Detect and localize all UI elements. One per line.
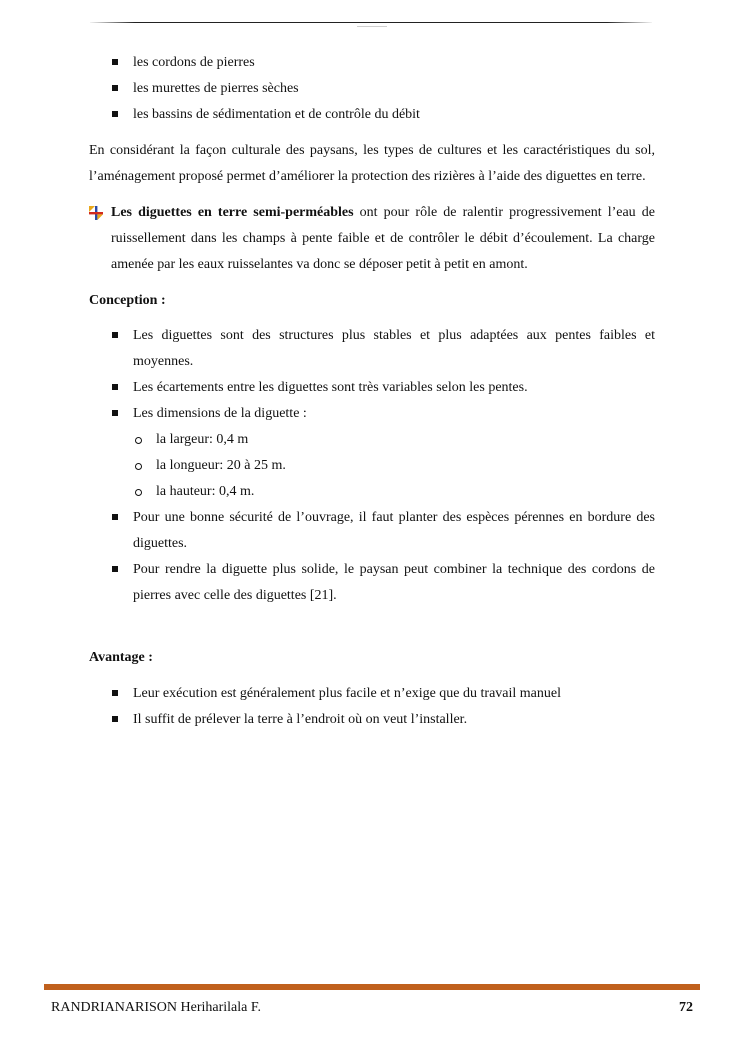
list-item: les cordons de pierres xyxy=(133,50,655,76)
header-mark xyxy=(357,26,387,27)
conception-heading: Conception : xyxy=(89,293,166,308)
list-item xyxy=(133,401,655,505)
diguettes-text: ont pour rôle de ralentir progressivement l’eau de ruissellement dans les champs à pente faible et de contrôler le débit d’écoulement. La charge amenée par les eaux ruisselantes va donc se déposer petit à petit en amont. xyxy=(111,205,655,272)
dimensions-list xyxy=(133,427,655,505)
list-item: la hauteur: 0,4 m. xyxy=(156,479,655,505)
list-item: les bassins de sédimentation et de contrôle du débit xyxy=(133,102,655,128)
list-item: les murettes de pierres sèches xyxy=(133,76,655,102)
diguettes-description xyxy=(89,200,655,278)
list-item: la largeur: 0,4 m xyxy=(156,427,655,453)
footer-author: RANDRIANARISON Heriharilala F. xyxy=(51,1000,262,1015)
intro-paragraph: En considérant la façon culturale des paysans, les types de cultures et les caractéristiques du sol, l’aménagement proposé permet d’améliorer la protection des rizières à l’aide des diguettes en terre. xyxy=(89,143,655,184)
avantage-heading: Avantage : xyxy=(89,650,153,665)
header-rule xyxy=(90,22,652,23)
footer-bar xyxy=(44,984,700,990)
avantage-list xyxy=(89,681,655,733)
page-content xyxy=(89,50,655,733)
arrow-bullet-icon xyxy=(89,206,103,220)
list-item: Les écartements entre les diguettes sont très variables selon les pentes. xyxy=(133,375,655,401)
list-item: Pour une bonne sécurité de l’ouvrage, il faut planter des espèces pérennes en bordure des diguettes. xyxy=(133,505,655,557)
diguettes-title: Les diguettes en terre semi-perméables xyxy=(111,205,354,220)
list-item: Leur exécution est généralement plus facile et n’exige que du travail manuel xyxy=(133,681,655,707)
dimensions-label: Les dimensions de la diguette : xyxy=(133,406,307,421)
list-item: Les diguettes sont des structures plus stables et plus adaptées aux pentes faibles et moyennes. xyxy=(133,323,655,375)
page-number: 72 xyxy=(679,1000,693,1015)
list-item: la longueur: 20 à 25 m. xyxy=(156,453,655,479)
intro-list xyxy=(89,50,655,128)
list-item: Il suffit de prélever la terre à l’endroit où on veut l’installer. xyxy=(133,707,655,733)
list-item: Pour rendre la diguette plus solide, le paysan peut combiner la technique des cordons de pierres avec celle des diguettes [21]. xyxy=(133,557,655,609)
conception-list xyxy=(89,323,655,609)
